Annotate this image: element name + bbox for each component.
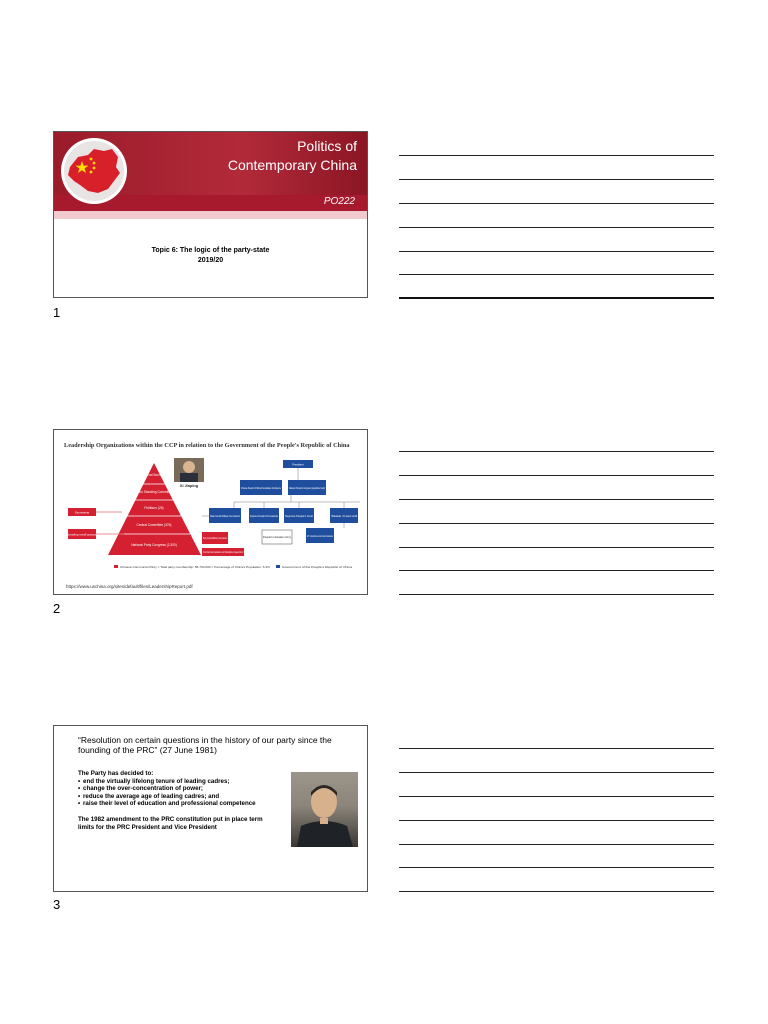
leadership-org-chart <box>54 430 368 595</box>
notes-line <box>399 179 714 180</box>
pyramid-level-label: National Party Congress (2,300) <box>131 543 177 547</box>
portrait-photo <box>291 772 358 847</box>
notes-line <box>399 475 714 476</box>
accent-stripe <box>54 211 367 219</box>
source-url: https://www.uschina.org/sites/default/files/LeadershipReport.pdf <box>66 584 193 589</box>
gov-label: State Central Military Commission <box>210 515 251 518</box>
amendment-text: The 1982 amendment to the PRC constitution put in place term limits for the PRC President and Vice President <box>78 815 263 831</box>
slide-3-thumbnail <box>53 725 368 892</box>
notes-line <box>399 844 714 845</box>
topic-text: Topic 6: The logic of the party-state 2019/20 <box>151 247 270 264</box>
notes-line <box>399 547 714 548</box>
bullet-list <box>78 778 278 808</box>
gov-label: President <box>292 463 304 467</box>
slide-title: Politics of Contemporary China <box>227 138 357 173</box>
slide-number: 1 <box>53 305 61 320</box>
notes-line <box>399 820 714 821</box>
legend-party: Chinese Communist Party = Total party membership: 86,700,000 = Percentage of China's Population: 6.3% <box>120 565 244 569</box>
slide-body <box>78 770 278 831</box>
slide-1-thumbnail <box>53 131 368 298</box>
pyramid-level-label: Politburo (25) <box>144 506 164 510</box>
gov-label: Supreme People's Procuratorate <box>250 515 289 518</box>
course-code: PO222 <box>323 196 355 207</box>
notes-line <box>399 867 714 868</box>
pyramid-level-label: General Secretary <box>141 473 167 477</box>
bullet-item: • raise their level of education and professional competence <box>78 800 278 808</box>
gov-label: People's Liberation Army <box>263 536 293 539</box>
bullet-item: • end the virtually lifelong tenure of leading cadres; <box>78 778 278 786</box>
gov-label: 27 ministries and commissions <box>307 535 344 538</box>
notes-line <box>399 748 714 749</box>
notes-line <box>399 796 714 797</box>
party-body-label: Central Commission on Discipline Inspection <box>203 551 255 554</box>
notes-line <box>399 891 714 892</box>
pyramid-level-label: Central Committee (376) <box>136 523 172 527</box>
notes-line <box>399 155 714 156</box>
intro-text: The Party has decided to: <box>78 770 154 777</box>
notes-line <box>399 570 714 571</box>
person-label: Xi Jinping <box>179 484 199 488</box>
bullet-item: • reduce the average age of leading cadres; and <box>78 793 278 801</box>
china-map-flag-emblem <box>61 138 127 204</box>
legend-government: Government of the People's Republic of China <box>282 565 336 569</box>
notes-line <box>399 227 714 228</box>
notes-line <box>399 772 714 773</box>
slide-number: 3 <box>53 897 61 912</box>
notes-line <box>399 274 714 275</box>
notes-line <box>399 451 714 452</box>
side-label: Leading small groups <box>67 532 97 537</box>
slide-number: 2 <box>53 601 61 616</box>
side-label: Secretariat <box>74 510 90 515</box>
notes-line <box>399 523 714 524</box>
party-body-label: Party Central Military Commission <box>203 537 243 540</box>
slide-2-thumbnail <box>53 429 368 595</box>
notes-line <box>399 594 714 595</box>
china-flag-map-icon <box>64 141 124 201</box>
gov-label: Supreme People's Court <box>285 515 315 518</box>
pyramid-level-label: Politburo Standing Committee (7) <box>130 490 178 494</box>
gov-label: Chinese People's Political Consultative Conference <box>241 487 303 490</box>
notes-line <box>399 251 714 252</box>
notes-line <box>399 499 714 500</box>
diagram-heading: Leadership Organizations within the CCP in relation to the Government of the People's Republic of China <box>64 442 350 449</box>
portrait-icon <box>291 772 358 847</box>
gov-label: State Council <box>331 515 347 518</box>
notes-line <box>399 203 714 204</box>
resolution-title: “Resolution on certain questions in the history of our party since the founding of the PRC” (27 June 1981) <box>78 735 332 755</box>
gov-label: National People's Congress (legislative body) <box>289 487 343 490</box>
notes-line <box>399 297 714 299</box>
bullet-item: • change the over-concentration of power; <box>78 785 278 793</box>
